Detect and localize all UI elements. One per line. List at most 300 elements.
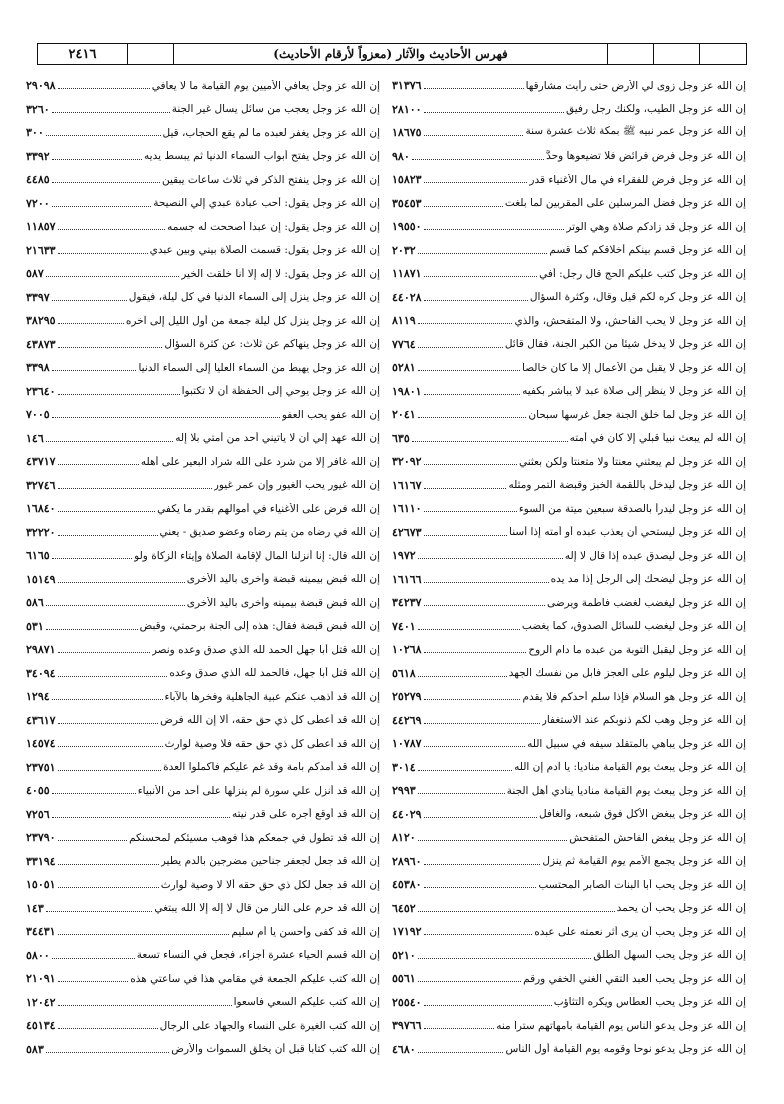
dot-leader — [58, 1005, 232, 1006]
entry-text: إن الله عز وجل قد زادكم صلاة وهي الوتر — [566, 220, 746, 233]
index-entry — [392, 897, 746, 921]
entry-text: إن الله عز وجل يحب أن يحمد — [616, 902, 746, 915]
page-number: ٢٤١٦ — [38, 44, 128, 64]
dot-leader — [58, 723, 159, 724]
dot-leader — [424, 1028, 495, 1029]
entry-number: ٢٩٨٧١ — [26, 643, 56, 657]
entry-number: ٥٢١٠ — [392, 948, 416, 962]
index-entry — [392, 168, 746, 192]
entry-text: إن الله كتب عليكم الجمعة في مقامي هذا في ساعتي هذه — [130, 972, 380, 985]
index-entry — [392, 779, 746, 803]
index-entry — [392, 850, 746, 874]
entry-text: إن الله عز وجل ليلوم على العجز فأبل من نفسك الجهد — [508, 667, 746, 680]
dot-leader — [418, 958, 592, 959]
left-column — [26, 74, 380, 1094]
entry-text: إن الله عز وجل فضل المرسلين على المقربين لما بلغت — [504, 197, 746, 210]
dot-leader — [424, 394, 521, 395]
dot-leader — [52, 958, 135, 959]
entry-number: ٨١٢٠ — [392, 831, 416, 845]
entry-number: ٣٢٦٠ — [26, 102, 50, 116]
dot-leader — [58, 323, 124, 324]
index-entry — [392, 215, 746, 239]
entry-number: ٦١٦٥ — [26, 549, 50, 563]
dot-leader — [58, 347, 163, 348]
entry-number: ٤٤٠٢٩ — [392, 807, 422, 821]
dot-leader — [424, 276, 538, 277]
entry-text: إن الله عز وجل ليغضب لغضب فاطمة ويرضى — [546, 596, 746, 609]
index-entry — [26, 309, 380, 333]
index-entry — [26, 685, 380, 709]
dot-leader — [58, 394, 180, 395]
entry-number: ١٦١١٠ — [392, 502, 422, 516]
dot-leader — [424, 1005, 552, 1006]
index-entry — [392, 262, 746, 286]
entry-text: إن الله عز وجل ينزل كل ليلة جمعة من أول الليل إلى آخره — [125, 314, 380, 327]
dot-leader — [418, 558, 563, 559]
index-entry — [26, 568, 380, 592]
header-empty-cell — [608, 44, 654, 64]
entry-number: ٧٠٠٥ — [26, 408, 50, 422]
entry-text: إن الله قسم الحياء عشرة أجزاء، فجعل في النساء تسعة — [136, 949, 380, 962]
index-entry — [392, 1038, 746, 1062]
dot-leader — [424, 206, 503, 207]
entry-text: إن الله عز وجل يوحي إلى الحفظة أن لا تكتبوا — [181, 385, 380, 398]
entry-text: إن الله فرض على الأغنياء في أموالهم بقدر ما يكفي — [157, 502, 380, 515]
entry-number: ٤٦٨٠ — [392, 1042, 416, 1056]
dot-leader — [412, 159, 544, 160]
index-entry — [26, 662, 380, 686]
entry-number: ٥٨٣ — [26, 1042, 44, 1056]
dot-leader — [424, 746, 526, 747]
entry-text: إن الله عز وجل يهبط من السماء العليا إلى السماء الدنيا — [138, 361, 380, 374]
entry-text: إن الله قد جعل لجعفر جناحين مضرجين بالدم يطير — [160, 855, 380, 868]
dot-leader — [418, 370, 520, 371]
entry-text: إن الله عز وجل يعجب من سائل يسأل غير الجنة — [171, 103, 380, 116]
entry-number: ١٦١٦٧ — [392, 478, 422, 492]
entry-text: إن الله عز وجل يجمع الأمم يوم القيامة ثم ينزل — [542, 855, 746, 868]
entry-number: ٤٤٠٢٨ — [392, 290, 422, 304]
dot-leader — [52, 112, 170, 113]
entry-text: إن الله قال: إنا أنزلنا المال لإقامة الصلاة وإيتاء الزكاة ولو — [134, 549, 380, 562]
entry-number: ١٠٧٨٧ — [392, 737, 422, 751]
index-entry — [392, 756, 746, 780]
entry-text: إن الله عز وجل ليستحي أن يعذب عبده أو أمته إذا أسنا — [509, 526, 746, 539]
entry-number: ٢٣٧٩٠ — [26, 831, 56, 845]
dot-leader — [52, 370, 137, 371]
dot-leader — [418, 1052, 504, 1053]
entry-number: ٣١٣٧٦ — [392, 79, 422, 93]
entry-number: ٢١٠٩١ — [26, 972, 56, 986]
entry-number: ٣٨٢٩٥ — [26, 314, 56, 328]
dot-leader — [52, 417, 280, 418]
index-entry — [26, 638, 380, 662]
dot-leader — [418, 323, 513, 324]
entry-number: ٢٩٩٣ — [392, 784, 416, 798]
index-entry — [26, 98, 380, 122]
index-entry — [392, 920, 746, 944]
entry-number: ٤٥١٣٤ — [26, 1019, 56, 1033]
index-entry — [392, 732, 746, 756]
entry-text: إن الله قد حرم على النار من قال لا إله إلا الله يبتغي — [154, 902, 380, 915]
entry-number: ٢٨١٠٠ — [392, 102, 422, 116]
index-entry — [26, 474, 380, 498]
entry-text: إن الله عز وجل ليغضب للسائل الصدوق، كما يغضب — [521, 620, 746, 633]
entry-text: إن الله عز وجل يحب السهل الطلق — [593, 949, 746, 962]
dot-leader — [424, 464, 517, 465]
entry-number: ٥٨٧ — [26, 267, 44, 281]
entry-text: إن الله عز وجل هو السلام فإذا سلم أحدكم فلا يقدم — [522, 690, 746, 703]
entry-number: ٦٤٥٢ — [392, 901, 416, 915]
dot-leader — [58, 746, 163, 747]
entry-text: إن الله عز وجل ينزل إلى السماء الدنيا في كل ليلة، فيقول — [128, 291, 380, 304]
index-entry — [26, 756, 380, 780]
dot-leader — [58, 981, 129, 982]
entry-text: إن الله عز وجل عمر نبيه ﷺ بمكة ثلاث عشرة سنة — [525, 125, 746, 138]
entry-text: إن الله عز وجل لم يبعثني معنتاً ولا متعنتاً ولكن بعثني — [518, 455, 746, 468]
index-entry — [392, 403, 746, 427]
entry-number: ١١٨٥٧ — [26, 220, 56, 234]
index-entry — [26, 497, 380, 521]
index-entry — [392, 544, 746, 568]
entry-text: إن الله قد أنزل علي سورة لم ينزلها على أحد من الأنبياء — [137, 784, 380, 797]
entry-text: إن الله كتب عليكم السعي فاسعوا — [233, 996, 380, 1009]
entry-number: ٣٤٠٩٤ — [26, 666, 56, 680]
header-empty-cell — [128, 44, 174, 64]
dot-leader — [412, 441, 568, 442]
index-columns — [26, 74, 746, 1094]
entry-text: إن الله غافر إلا من شرد على الله شراد البعير على أهله — [140, 455, 380, 468]
entry-number: ٤٠٥٥ — [26, 784, 50, 798]
entry-number: ٣٤٤٣١ — [26, 925, 56, 939]
index-entry — [26, 779, 380, 803]
dot-leader — [424, 652, 527, 653]
index-entry — [26, 450, 380, 474]
index-entry — [26, 380, 380, 404]
entry-number: ١٥١٤٩ — [26, 572, 56, 586]
dot-leader — [58, 770, 162, 771]
index-entry — [26, 145, 380, 169]
entry-text: إن الله في رضاه من يتم رضاه وعضو صديق - يعني — [159, 526, 380, 539]
index-entry — [392, 450, 746, 474]
entry-number: ٣٢٢٢٠ — [26, 525, 56, 539]
index-entry — [392, 427, 746, 451]
dot-leader — [52, 182, 160, 183]
dot-leader — [424, 488, 507, 489]
dot-leader — [46, 1052, 170, 1053]
entry-number: ٤٤٨٥ — [26, 173, 50, 187]
entry-text: إن الله عز وجل يحب العبد التقي الغني الخفي ورقم — [523, 972, 746, 985]
dot-leader — [424, 511, 517, 512]
index-entry — [392, 967, 746, 991]
dot-leader — [424, 182, 528, 183]
entry-text: إن الله عز وجل زوى لي الأرض حتى رأيت مشارقها — [525, 79, 746, 92]
entry-number: ١٦١٦٦ — [392, 572, 422, 586]
entry-number: ١٦٨٤٠ — [26, 502, 56, 516]
index-entry — [392, 121, 746, 145]
entry-number: ١٩٨٠١ — [392, 384, 422, 398]
entry-text: إن الله عز وجل يدعو الناس يوم القيامة بأمهاتهم ستراً منه — [496, 1019, 746, 1032]
entry-text: إن الله عز وجل فرض للفقراء في مال الأغنياء قدر — [529, 173, 746, 186]
entry-number: ١٧١٩٢ — [392, 925, 422, 939]
index-entry — [392, 591, 746, 615]
index-entry — [392, 615, 746, 639]
dot-leader — [418, 840, 568, 841]
dot-leader — [418, 793, 505, 794]
index-entry — [392, 873, 746, 897]
entry-number: ١٤٦ — [26, 431, 44, 445]
index-entry — [26, 286, 380, 310]
right-column — [392, 74, 746, 1094]
page-title: فهرس الأحاديث والآثار (معزواً لأرقام الأحاديث) — [174, 44, 608, 64]
entry-number: ٧٢٠٠ — [26, 196, 50, 210]
index-entry — [392, 356, 746, 380]
entry-number: ٤٣٧١٧ — [26, 455, 56, 469]
dot-leader — [46, 441, 174, 442]
entry-number: ١١٨٧١ — [392, 267, 422, 281]
entry-number: ٥٣١ — [26, 619, 44, 633]
index-entry — [26, 920, 380, 944]
entry-number: ٤٣٦١٧ — [26, 713, 56, 727]
dot-leader — [418, 253, 548, 254]
index-entry — [26, 333, 380, 357]
index-entry — [392, 826, 746, 850]
entry-number: ٧٢٥٦ — [26, 807, 50, 821]
index-entry — [392, 74, 746, 98]
page-header — [37, 43, 747, 65]
entry-text: إن الله عز وجل كره لكم قيل وقال، وكثرة السؤال — [529, 291, 746, 304]
index-entry — [392, 380, 746, 404]
index-entry — [26, 427, 380, 451]
entry-number: ١٥٠٥١ — [26, 878, 56, 892]
entry-number: ٢٨٩٦٠ — [392, 854, 422, 868]
dot-leader — [424, 582, 549, 583]
index-entry — [392, 474, 746, 498]
index-entry — [392, 239, 746, 263]
dot-leader — [58, 864, 159, 865]
dot-leader — [58, 464, 139, 465]
entry-text: إن الله لم يبعث نبياً قبلي إلا كان في أمته — [569, 432, 746, 445]
dot-leader — [418, 676, 507, 677]
dot-leader — [58, 582, 185, 583]
entry-text: إن الله عز وجل يقول: إن عبداً أصححت له جسمه — [167, 220, 380, 233]
entry-text: إن الله عز وجل لا يحب الفاحش، ولا المتفحش، والذي — [514, 314, 746, 327]
entry-number: ١٥٨٢٣ — [392, 173, 422, 187]
index-entry — [392, 685, 746, 709]
dot-leader — [424, 229, 565, 230]
entry-text: إن الله عز وجل يفتح أبواب السماء الدنيا ثم يبسط يديه — [144, 150, 380, 163]
dot-leader — [418, 770, 512, 771]
entry-number: ٣٢٧٤٦ — [26, 478, 56, 492]
dot-leader — [46, 135, 161, 136]
dot-leader — [424, 88, 524, 89]
dot-leader — [58, 535, 158, 536]
dot-leader — [46, 911, 153, 912]
header-empty-cell — [654, 44, 700, 64]
dot-leader — [58, 840, 128, 841]
entry-number: ٢٣٧٥١ — [26, 760, 56, 774]
entry-number: ٢٥٢٧٩ — [392, 690, 422, 704]
index-entry — [26, 873, 380, 897]
entry-number: ٩٨٠ — [392, 149, 410, 163]
dot-leader — [52, 206, 152, 207]
dot-leader — [424, 135, 524, 136]
entry-number: ٥٨٠٠ — [26, 948, 50, 962]
index-entry — [26, 967, 380, 991]
entry-text: إن الله كتب كتاباً قبل أن يخلق السموات والأرض — [171, 1043, 380, 1056]
entry-number: ٥٥٦١ — [392, 972, 416, 986]
dot-leader — [418, 347, 503, 348]
entry-number: ١٨٦٧٥ — [392, 126, 422, 140]
index-entry — [26, 356, 380, 380]
entry-text: إن الله عز وجل لا ينظر إلى صلاة عبد لا يباشر بكفيه — [522, 385, 746, 398]
dot-leader — [58, 887, 159, 888]
dot-leader — [58, 488, 212, 489]
dot-leader — [418, 629, 520, 630]
entry-text: إن الله عز وجل ليقبل التوبة من عبده ما دام الروح — [528, 643, 746, 656]
index-entry — [392, 309, 746, 333]
index-entry — [26, 403, 380, 427]
header-empty-cell — [700, 44, 746, 64]
entry-text: إن الله عز وجل يقول: أحب عبادة عبدي إلي النصيحة — [153, 197, 380, 210]
entry-text: إن الله عز وجل الطيب، ولكنك رجل رفيق — [566, 103, 746, 116]
entry-number: ٨١١٩ — [392, 314, 416, 328]
dot-leader — [58, 934, 230, 935]
index-entry — [26, 826, 380, 850]
dot-leader — [58, 676, 168, 677]
index-entry — [26, 74, 380, 98]
entry-number: ٣٣٩٨ — [26, 361, 50, 375]
index-entry — [26, 1014, 380, 1038]
index-entry — [26, 991, 380, 1015]
entry-number: ١٠٢٦٨ — [392, 643, 422, 657]
entry-text: إن الله عز وجل ليدخل باللقمة الخبز وقبضة التمر ومثله — [508, 479, 746, 492]
index-entry — [392, 709, 746, 733]
entry-text: إن الله عز وجل لما خلق الجنة جعل غرسها سبحان — [528, 408, 746, 421]
index-entry — [26, 850, 380, 874]
entry-number: ٣٣١٩٤ — [26, 854, 56, 868]
entry-number: ٥٨٦ — [26, 596, 44, 610]
entry-number: ١٤٥٧٤ — [26, 737, 56, 751]
entry-number: ٣٤٢٣٧ — [392, 596, 422, 610]
entry-number: ٢٠٣٢ — [392, 243, 416, 257]
dot-leader — [46, 276, 180, 277]
dot-leader — [58, 511, 156, 512]
entry-number: ١٢٩٤ — [26, 690, 50, 704]
entry-number: ٢٣٦٤٠ — [26, 384, 56, 398]
entry-text: إن الله كتب الغيرة على النساء والجهاد على الرجال — [159, 1019, 380, 1032]
index-entry — [392, 944, 746, 968]
dot-leader — [58, 652, 150, 653]
entry-text: إن الله عز وجل كتب عليكم الحج قال رجل: أفي — [539, 267, 746, 280]
dot-leader — [424, 535, 508, 536]
index-entry — [26, 521, 380, 545]
entry-text: إن الله قد أوقع أجره على قدر نيته — [231, 808, 380, 821]
index-entry — [26, 121, 380, 145]
entry-number: ١٤٣ — [26, 901, 44, 915]
entry-text: إن الله عز وجل لا يدخل شيئاً من الكبر الجنة، فقال قائل — [504, 338, 746, 351]
index-entry — [26, 1038, 380, 1062]
entry-text: إن الله عز وجل يغفر لعبده ما لم يقع الحجاب، قيل — [162, 126, 380, 139]
entry-text: إن الله عز وجل يبغض الأكل فوق شبعه، والغافل — [538, 808, 746, 821]
entry-text: إن الله قد أذهب عنكم عبية الجاهلية وفخرها بالآباء — [164, 690, 380, 703]
entry-text: إن الله عز وجل يحب أبا البنات الصابر المحتسب — [538, 878, 746, 891]
index-entry — [392, 662, 746, 686]
entry-text: إن الله عز وجل قسم بينكم أخلاقكم كما قسم — [549, 244, 746, 257]
entry-text: إن الله عز وجل يبغض الفاحش المتفحش — [569, 831, 746, 844]
entry-number: ٢٩٠٩٨ — [26, 79, 56, 93]
index-entry — [392, 521, 746, 545]
index-entry — [26, 709, 380, 733]
dot-leader — [46, 629, 138, 630]
dot-leader — [52, 558, 133, 559]
entry-text: إن الله عفو يحب العفو — [281, 408, 380, 421]
index-entry — [392, 286, 746, 310]
entry-text: إن الله عز وجل فرض فرائض فلا تضيعوها وحدَّ — [546, 150, 746, 163]
index-entry — [26, 168, 380, 192]
entry-text: إن الله عز وجل يقول: قسمت الصلاة بيني وبين عبدي — [149, 244, 380, 257]
index-entry — [392, 638, 746, 662]
entry-text: إن الله عز وجل ينهاكم عن ثلاث: عن كثرة السؤال — [164, 338, 380, 351]
entry-text: إن الله عز وجل ليصدق عبده إذا قال لا إله — [564, 549, 746, 562]
index-entry — [392, 991, 746, 1015]
index-entry — [26, 591, 380, 615]
dot-leader — [58, 1028, 158, 1029]
dot-leader — [58, 253, 148, 254]
entry-number: ٧٤٠١ — [392, 619, 416, 633]
entry-text: إن الله قبض بيمينه قبضة وأخرى باليد الأخرى — [186, 573, 380, 586]
entry-number: ٥٢٨١ — [392, 361, 416, 375]
dot-leader — [424, 934, 533, 935]
dot-leader — [424, 887, 537, 888]
entry-number: ١٩٧٢ — [392, 549, 416, 563]
entry-text: إن الله عز وجل يدعو نوحاً وقومه يوم القيامة أول الناس — [505, 1043, 746, 1056]
index-entry — [26, 732, 380, 756]
index-entry — [392, 803, 746, 827]
index-entry — [26, 192, 380, 216]
entry-text: إن الله قد أعطى كل ذي حق حقه، ألا إن الله فرض — [160, 714, 380, 727]
entry-text: إن الله عز وجل يعافي الأميين يوم القيامة ما لا يعافي — [151, 79, 380, 92]
entry-text: إن الله قد أعطى كل ذي حق حقه فلا وصية لوارث — [164, 737, 380, 750]
entry-number: ٤٤٢٦٩ — [392, 713, 422, 727]
entry-number: ١٩٥٥٠ — [392, 220, 422, 234]
entry-number: ٢٠٤١ — [392, 408, 416, 422]
entry-text: إن الله قبض قبضة فقال: هذه إلى الجنة برحمتي، وقبض — [139, 620, 380, 633]
dot-leader — [424, 864, 541, 865]
entry-number: ٤٥٣٨٠ — [392, 878, 422, 892]
entry-text: إن الله عز وجل يقول: لا إله إلا أنا خلقت الخير — [181, 267, 380, 280]
dot-leader — [58, 88, 150, 89]
entry-text: إن الله عز وجل ليدرأ بالصدقة سبعين ميتة من السوء — [518, 502, 746, 515]
dot-leader — [418, 417, 527, 418]
entry-text: إن الله غيور يحب الغيور وإن عمر غيور — [213, 479, 380, 492]
index-entry — [392, 145, 746, 169]
entry-number: ٣٣٩٧ — [26, 290, 50, 304]
entry-number: ٣٥٤٥٣ — [392, 196, 422, 210]
entry-text: إن الله قد جعل لكل ذي حق حقه ألا لا وصية لوارث — [160, 878, 380, 891]
dot-leader — [418, 911, 615, 912]
entry-text: إن الله عز وجل يحب العطاس ويكره التثاؤب — [553, 996, 746, 1009]
entry-text: إن الله عز وجل يبعث يوم القيامة منادياً: يا آدم إن الله — [514, 761, 746, 774]
entry-text: إن الله قد أمدكم بأمة وقد غم عليكم فأكملوا العدة — [163, 761, 380, 774]
entry-number: ٣٩٧٦٦ — [392, 1019, 422, 1033]
index-entry — [26, 803, 380, 827]
index-entry — [26, 615, 380, 639]
entry-text: إن الله عز وجل يبعث يوم القيامة منادياً ينادي أهل الجنة — [506, 784, 746, 797]
entry-number: ٣٠١٤ — [392, 760, 416, 774]
index-entry — [26, 897, 380, 921]
index-entry — [26, 239, 380, 263]
entry-number: ١٢٠٤٢ — [26, 995, 56, 1009]
